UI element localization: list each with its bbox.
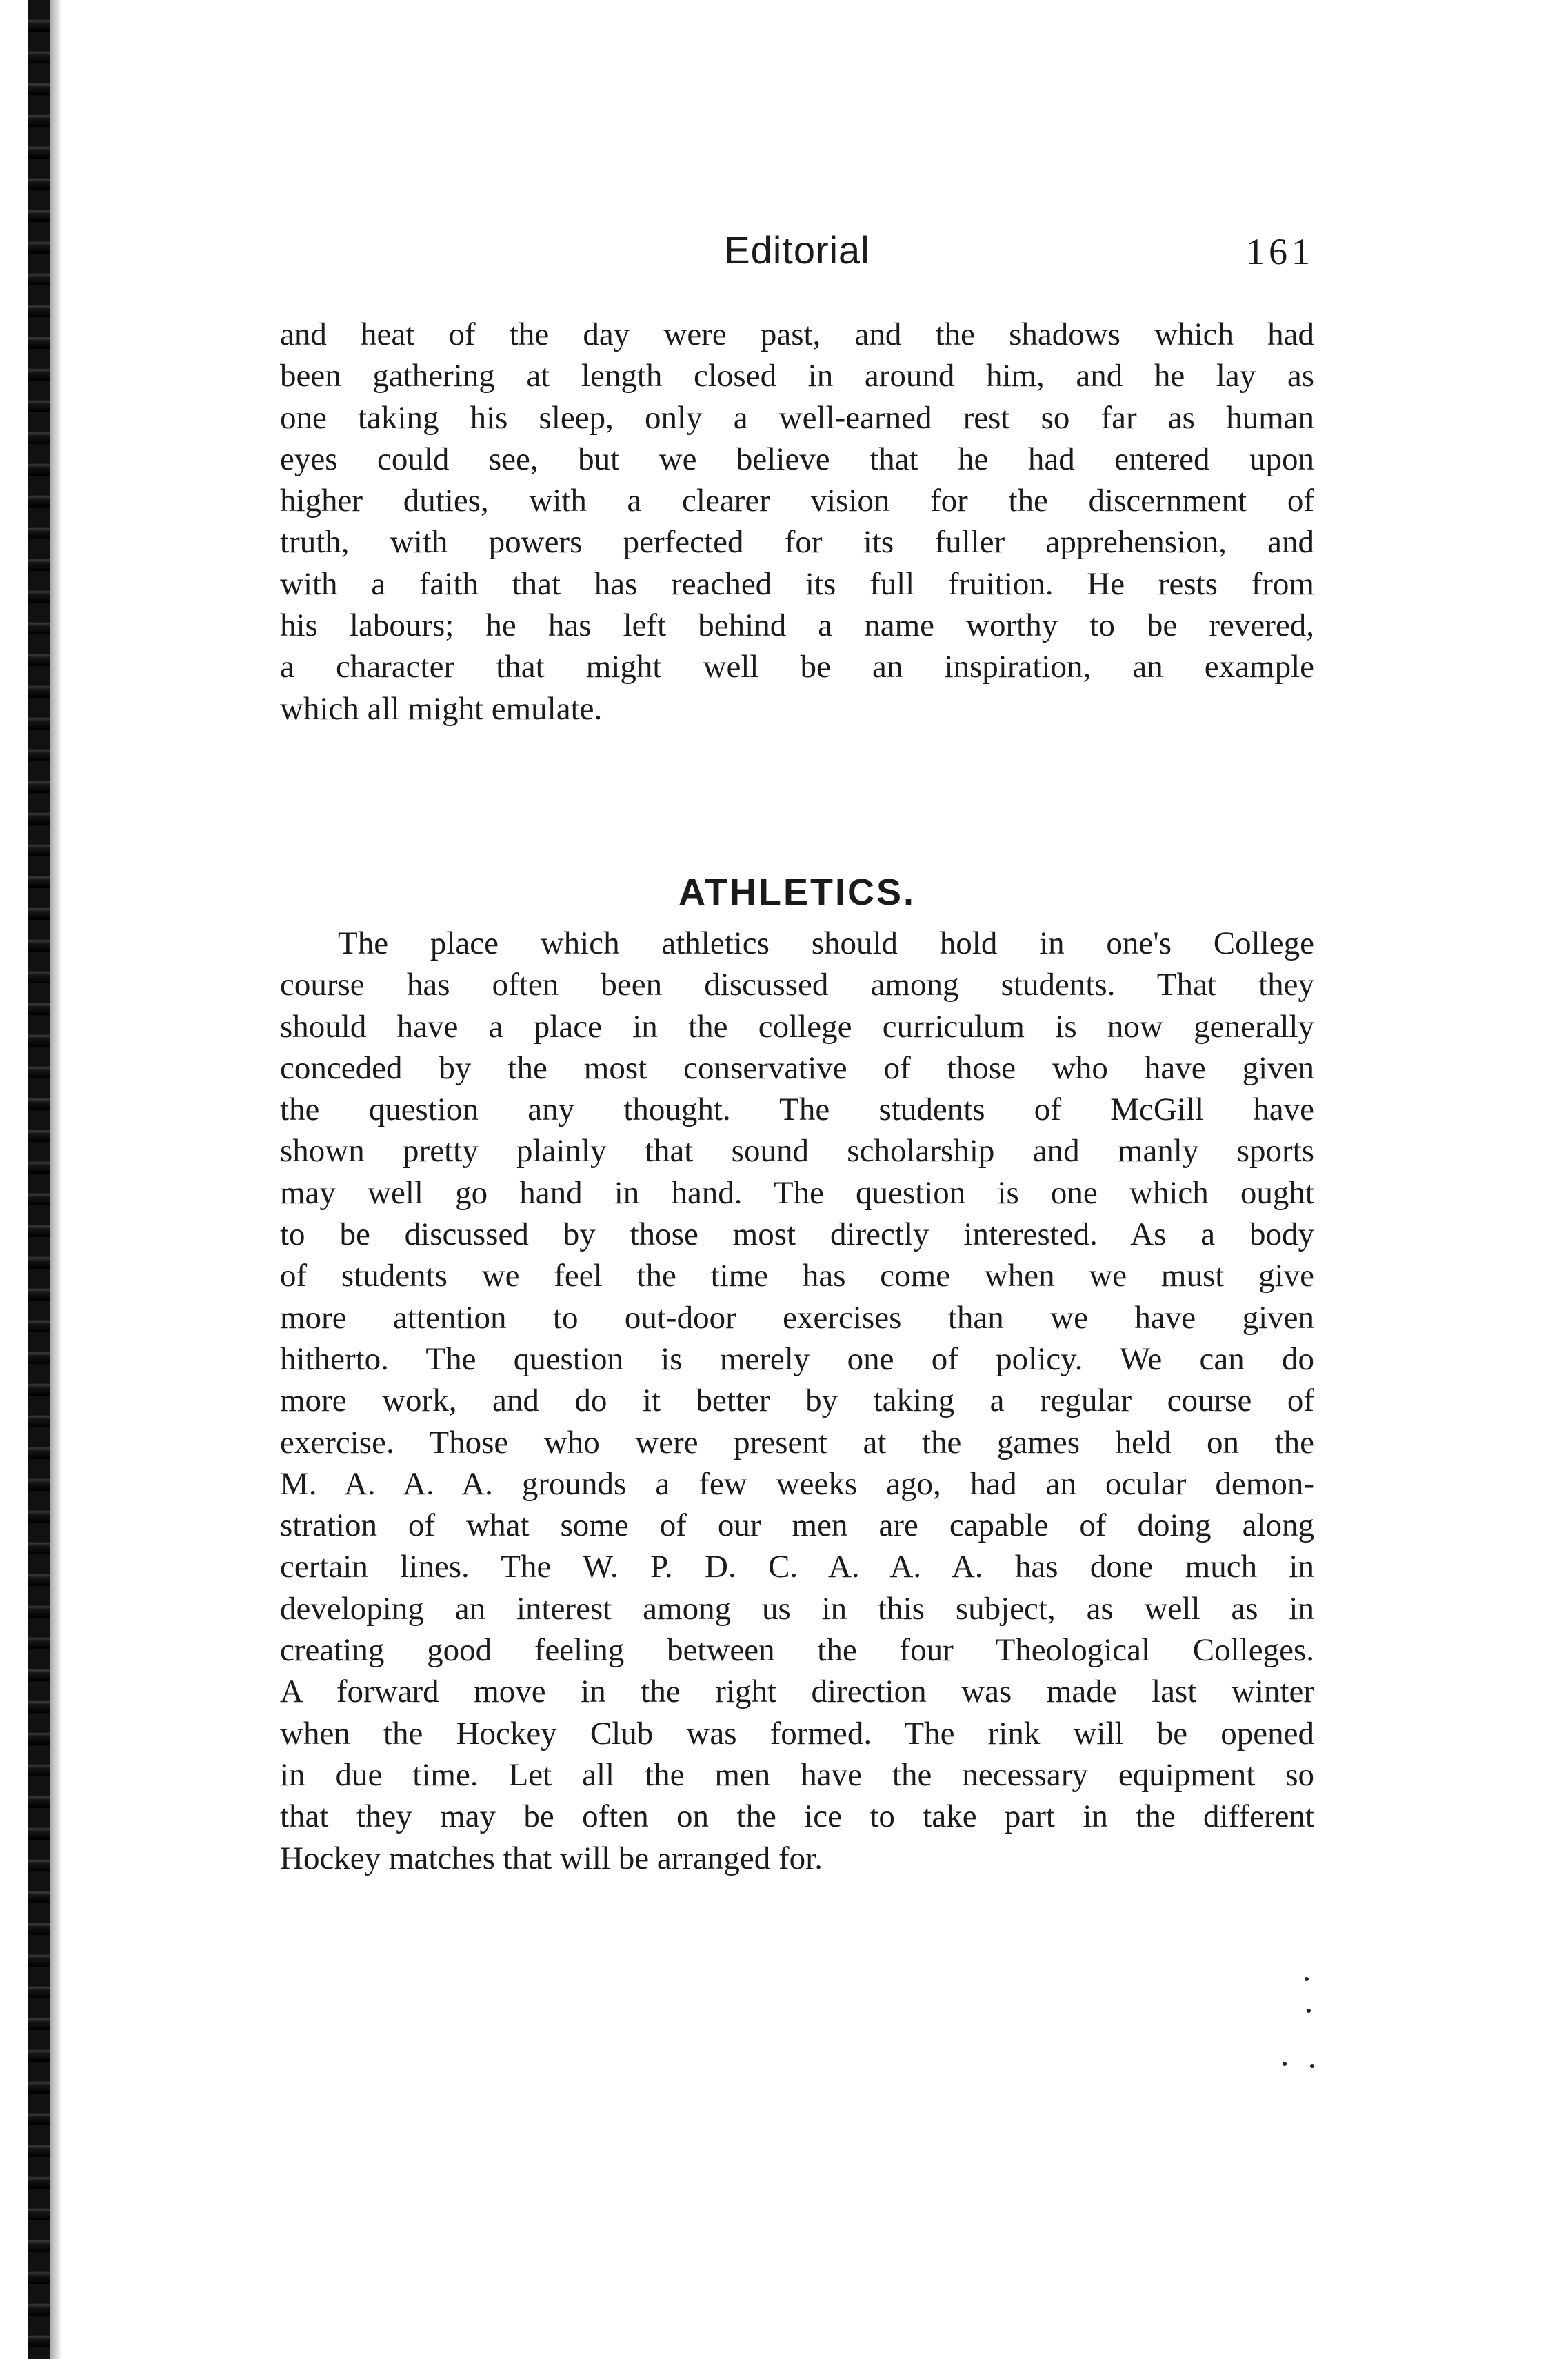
paragraph-continued [280,314,1314,730]
print-speck [1310,2064,1314,2068]
binding-edge [28,0,50,2359]
paragraph-line: his labours; he has left behind a name worthy to be revered, [280,608,1314,644]
page-number: 161 [1246,231,1314,272]
paragraph-line: one taking his sleep, only a well-earned rest so far as human [280,399,1314,436]
print-speck [1305,1977,1309,1981]
paragraph-line: may well go hand in hand. The question is one which ought [280,1174,1314,1211]
paragraph-line: been gathering at length closed in around him, and he lay as [280,358,1314,394]
section-heading: ATHLETICS. [679,871,916,913]
paragraph-line: in due time. Let all the men have the necessary equipment so [280,1756,1314,1793]
paragraph-line: that they may be often on the ice to take part in the different [280,1798,1314,1835]
print-speck [1307,2009,1311,2013]
paragraph-line: should have a place in the college curriculum is now generally [280,1008,1314,1045]
paragraph-line: exercise. Those who were present at the games held on the [280,1424,1314,1460]
paragraph-line: higher duties, with a clearer vision for the discernment of [280,483,1314,519]
paragraph-line: M. A. A. A. grounds a few weeks ago, had an ocular demon- [280,1465,1314,1502]
paragraph-line: The place which athletics should hold in one's College [338,925,1314,961]
paragraph-line: of students we feel the time has come when we must give [280,1258,1314,1294]
paragraph-line: stration of what some of our men are capable of doing along [280,1507,1314,1544]
paragraph-line: certain lines. The W. P. D. C. A. A. A. has done much in [280,1549,1314,1585]
paragraph-line: a character that might well be an inspiration, an example [280,649,1314,685]
paragraph-line: developing an interest among us in this subject, as well as in [280,1590,1314,1627]
running-title: Editorial [724,228,870,272]
paragraph-line: course has often been discussed among students. That they [280,967,1314,1003]
paragraph-line: more work, and do it better by taking a regular course of [280,1383,1314,1419]
paragraph-line: Hockey matches that will be arranged for. [280,1840,823,1876]
paragraph-line: A forward move in the right direction was made last winter [280,1674,1314,1710]
paragraph-line: shown pretty plainly that sound scholarship and manly sports [280,1133,1314,1170]
paragraph-line: conceded by the most conservative of those who have given [280,1050,1314,1086]
paragraph-line: and heat of the day were past, and the shadows which had [280,317,1314,352]
paragraph-line: which all might emulate. [280,690,603,727]
binding-shadow [50,0,62,2359]
paragraph-line: truth, with powers perfected for its fuller apprehension, and [280,524,1314,561]
paragraph-line: to be discussed by those most directly interested. As a body [280,1216,1314,1253]
paragraph-line: with a faith that has reached its full fruition. He rests from [280,565,1314,602]
paragraph-line: creating good feeling between the four Theological Colleges. [280,1632,1314,1669]
running-head [280,228,1314,290]
paragraph-line: hitherto. The question is merely one of policy. We can do [280,1341,1314,1377]
paragraph-line: the question any thought. The students of McGill have [280,1092,1314,1128]
paragraph-line: more attention to out-door exercises than we have given [280,1299,1314,1336]
paragraph-line: when the Hockey Club was formed. The rink will be opened [280,1715,1314,1751]
athletics-paragraph [280,923,1314,1879]
paragraph-line: eyes could see, but we believe that he had entered upon [280,441,1314,477]
print-speck [1283,2062,1287,2066]
